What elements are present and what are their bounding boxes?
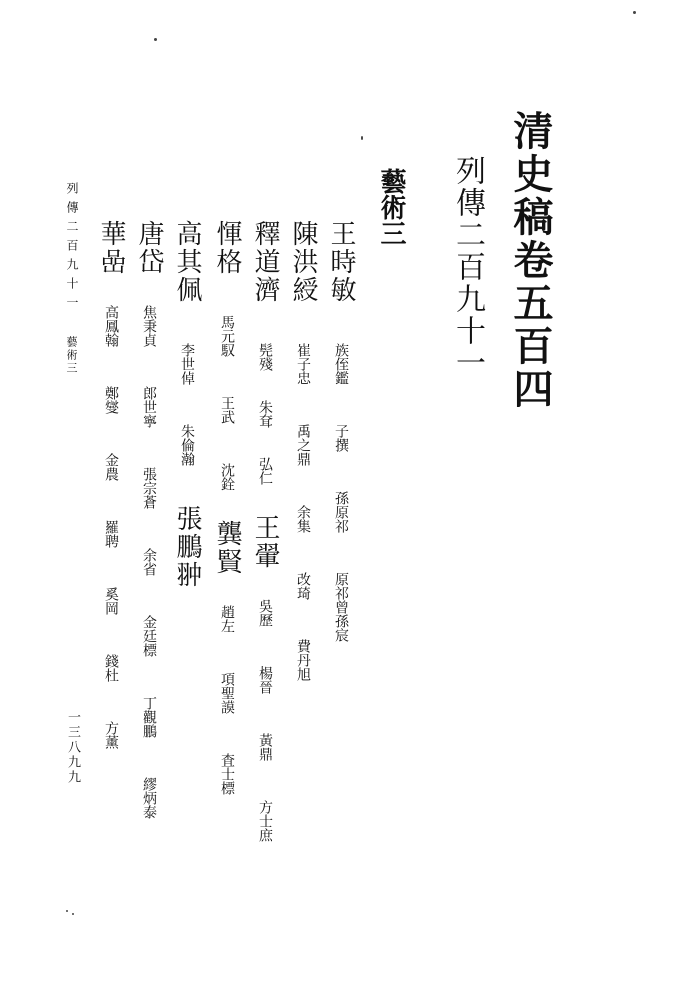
main-name: 高其佩 [172, 220, 202, 304]
sub-name: 朱倫瀚 [179, 424, 195, 466]
sub-name: 原祁曾孫宸 [333, 572, 349, 642]
sub-name: 焦秉貞 [141, 305, 157, 347]
main-name: 華嵒 [96, 220, 126, 276]
sub-name: 王武 [219, 396, 235, 424]
sub-name: 方士庶 [257, 800, 273, 842]
contents-column-2 [290, 220, 316, 681]
sub-name: 丁觀鵬 [141, 696, 157, 738]
margin-section-title: 藝術三 [65, 336, 78, 375]
sub-name: 金廷標 [141, 615, 157, 657]
sub-name: 趙左 [219, 605, 235, 633]
contents-column-4 [214, 220, 240, 795]
sub-name: 郎世寧 [141, 386, 157, 428]
scan-speck [154, 38, 157, 41]
main-name: 釋道濟 [250, 220, 280, 304]
sub-name: 髡殘 [257, 343, 273, 371]
sub-name: 改琦 [295, 572, 311, 600]
sub-name: 金農 [103, 453, 119, 481]
sub-name: 余集 [295, 505, 311, 533]
scan-speck [361, 136, 363, 140]
sub-name: 奚岡 [103, 587, 119, 615]
sub-name: 李世倬 [179, 343, 195, 385]
scan-speck [633, 11, 636, 14]
sub-name: 楊晉 [257, 666, 273, 694]
main-name: 王時敏 [326, 220, 356, 304]
main-name: 陳洪綬 [288, 220, 318, 304]
main-name: 惲格 [212, 220, 242, 276]
sub-name: 項聖謨 [219, 672, 235, 714]
sub-name: 錢杜 [103, 654, 119, 682]
main-name: 唐岱 [134, 220, 164, 276]
sub-name: 馬元馭 [219, 315, 235, 357]
sub-name: 高鳳翰 [103, 305, 119, 347]
main-name: 張鵬翀 [172, 505, 202, 589]
chapter-title: 列傳二百九十一 [450, 155, 485, 379]
sub-name: 崔子忠 [295, 343, 311, 385]
contents-column-1 [328, 220, 354, 642]
sub-name: 鄭燮 [103, 386, 119, 414]
sub-name: 羅聘 [103, 520, 119, 548]
sub-name: 張宗蒼 [141, 467, 157, 509]
section-title: 藝術三 [376, 168, 406, 246]
sub-name: 吳歷 [257, 599, 273, 627]
sub-name: 繆炳泰 [141, 777, 157, 819]
sub-name: 禹之鼎 [295, 424, 311, 466]
sub-name: 方薰 [103, 721, 119, 749]
sub-name: 査士標 [219, 753, 235, 795]
contents-column-6 [136, 220, 162, 819]
sub-name: 費丹旭 [295, 639, 311, 681]
main-name: 王翬 [250, 514, 280, 570]
sub-name: 余省 [141, 548, 157, 576]
contents-column-3 [252, 220, 278, 842]
sub-name: 黃鼎 [257, 733, 273, 761]
page-number: 一三八九九 [65, 710, 80, 785]
contents-column-7 [98, 220, 124, 749]
sub-name: 子撰 [333, 424, 349, 452]
contents-column-5 [174, 220, 200, 589]
book-title: 清史稿卷五百四 [507, 110, 554, 411]
scan-speck [66, 910, 68, 912]
sub-name: 族侄鑑 [333, 343, 349, 385]
sub-name: 孫原祁 [333, 491, 349, 533]
sub-name: 弘仁 [257, 457, 273, 485]
scan-speck [72, 913, 74, 915]
main-name: 龔賢 [212, 520, 242, 576]
sub-name: 沈銓 [219, 463, 235, 491]
margin-chapter-title: 列傳二百九十一 [65, 182, 79, 315]
sub-name: 朱耷 [257, 400, 273, 428]
